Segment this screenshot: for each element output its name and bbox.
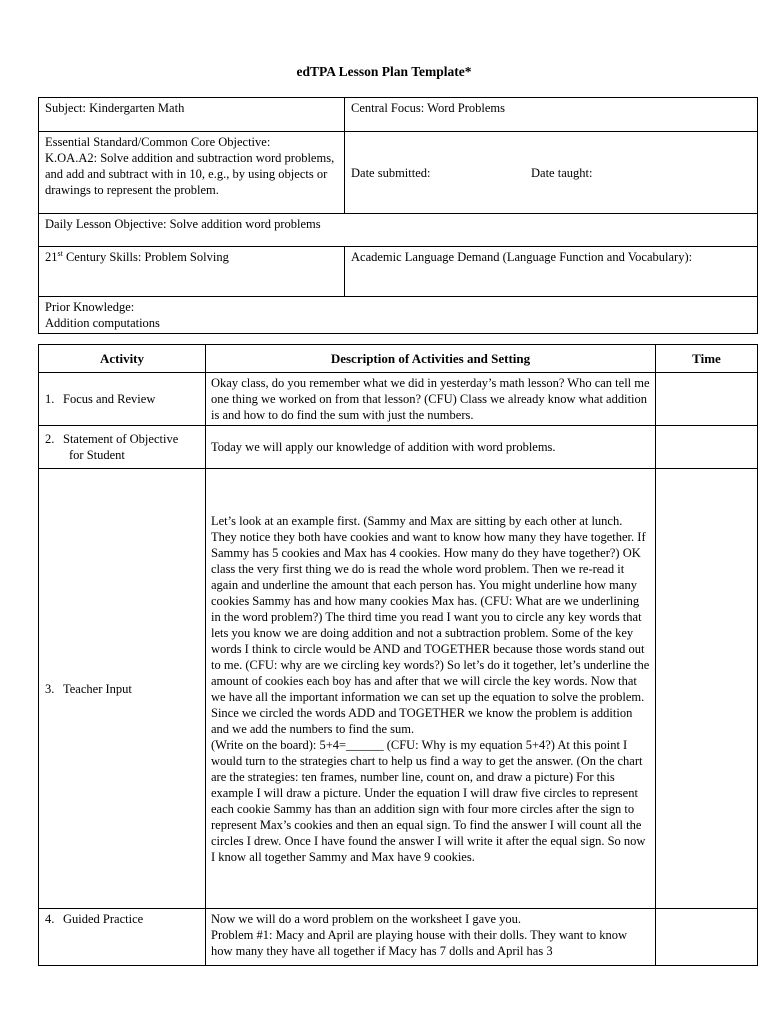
prior-knowledge-cell [39, 297, 758, 334]
activity-cell: 3. Teacher Input [39, 469, 206, 909]
activities-table [38, 344, 758, 966]
standard-cell [39, 132, 345, 214]
description-cell [206, 909, 656, 966]
description-header: Description of Activities and Setting [206, 345, 656, 373]
table-row [39, 426, 758, 469]
prior-knowledge-text: Addition computations [45, 316, 160, 330]
teacher-input-paragraph: Let’s look at an example first. (Sammy and Max are sitting by each other at lunch. They notice they both have cookies and want to know how many they have together. If Sammy has 5 cookies and Max has 4 cookies. How many do they have together?) OK class the very first thing we do is read the whole word problem. Then we re-read it again and underline the amount that each person has. You might underline how many cookies Sammy has and how many cookies Max has. (CFU: What are we underlining in the word problem?) The third time you read I want you to circle any key words that lets you know we are doing addition and not a subtraction problem. Some of the key words I think to circle would be AND and TOGETHER because those words stand out to me. (CFU: why are we circling key words?) So let’s do it together, let’s underline the amount of cookies each boy has and after that we will circle the key words. Now that we have all the important information we can set up the equation to solve the problem. Since we circled the words ADD and TOGETHER we know the problem is addition and we add the numbers to find the sum. [211, 513, 650, 736]
standard-label: Essential Standard/Common Core Objective: [45, 135, 271, 149]
prior-knowledge-label: Prior Knowledge: [45, 300, 135, 314]
time-header: Time [656, 345, 758, 373]
table-row [39, 909, 758, 966]
activity-cell: 4. Guided Practice [39, 909, 206, 966]
date-submitted-label: Date submitted: [351, 165, 431, 180]
standard-text: K.OA.A2: Solve addition and subtraction word problems, and add and subtract with in 10, e.g., by using objects or drawings to represent the problem. [45, 151, 335, 197]
daily-objective-cell: Daily Lesson Objective: Solve addition word problems [39, 214, 758, 247]
guided-practice-paragraph: Problem #1: Macy and April are playing house with their dolls. They want to know how many they have all together if Macy has 7 dolls and April has 3 [211, 928, 628, 958]
table-row [39, 469, 758, 909]
date-taught-label: Date taught: [531, 165, 593, 180]
guided-practice-paragraph: Now we will do a word problem on the worksheet I gave you. [211, 912, 521, 926]
time-cell [656, 469, 758, 909]
lesson-info-table [38, 97, 758, 334]
activity-cell: 1. Focus and Review [39, 373, 206, 426]
subject-cell: Subject: Kindergarten Math [39, 98, 345, 132]
activity-cell: 2. Statement of Objective for Student [39, 426, 206, 469]
time-cell [656, 426, 758, 469]
activity-header: Activity [39, 345, 206, 373]
document-title: edTPA Lesson Plan Template* [296, 64, 472, 79]
central-focus-cell: Central Focus: Word Problems [345, 98, 758, 132]
century-skills-cell: 21st Century Skills: Problem Solving [39, 247, 345, 297]
dates-cell [345, 132, 758, 214]
time-cell [656, 909, 758, 966]
description-cell: Today we will apply our knowledge of addition with word problems. [206, 426, 656, 469]
teacher-input-paragraph: (Write on the board): 5+4=______ (CFU: Why is my equation 5+4?) At this point I would turn to the strategies chart to help us find a way to get the answer. (On the chart are the strategies: ten frames, number line, count on, and draw a picture) For this example I will draw a picture. Under the equation I will draw five circles to represent each cookie Sammy has than an addition sign with four more circles after the sign to represent Max’s cookies and then an equal sign. To find the answer I will count all the circles I drew. Once I have found the answer I will write it after the equal sign. So now I know all together Sammy and Max have 9 cookies. [211, 737, 646, 864]
description-cell [206, 469, 656, 909]
description-cell: Okay class, do you remember what we did in yesterday’s math lesson? Who can tell me one thing we worked on from that lesson? (CFU) Class we already know what addition is and how to do find the sum with just the numbers. [206, 373, 656, 426]
time-cell [656, 373, 758, 426]
academic-language-cell: Academic Language Demand (Language Function and Vocabulary): [345, 247, 758, 297]
table-row [39, 373, 758, 426]
